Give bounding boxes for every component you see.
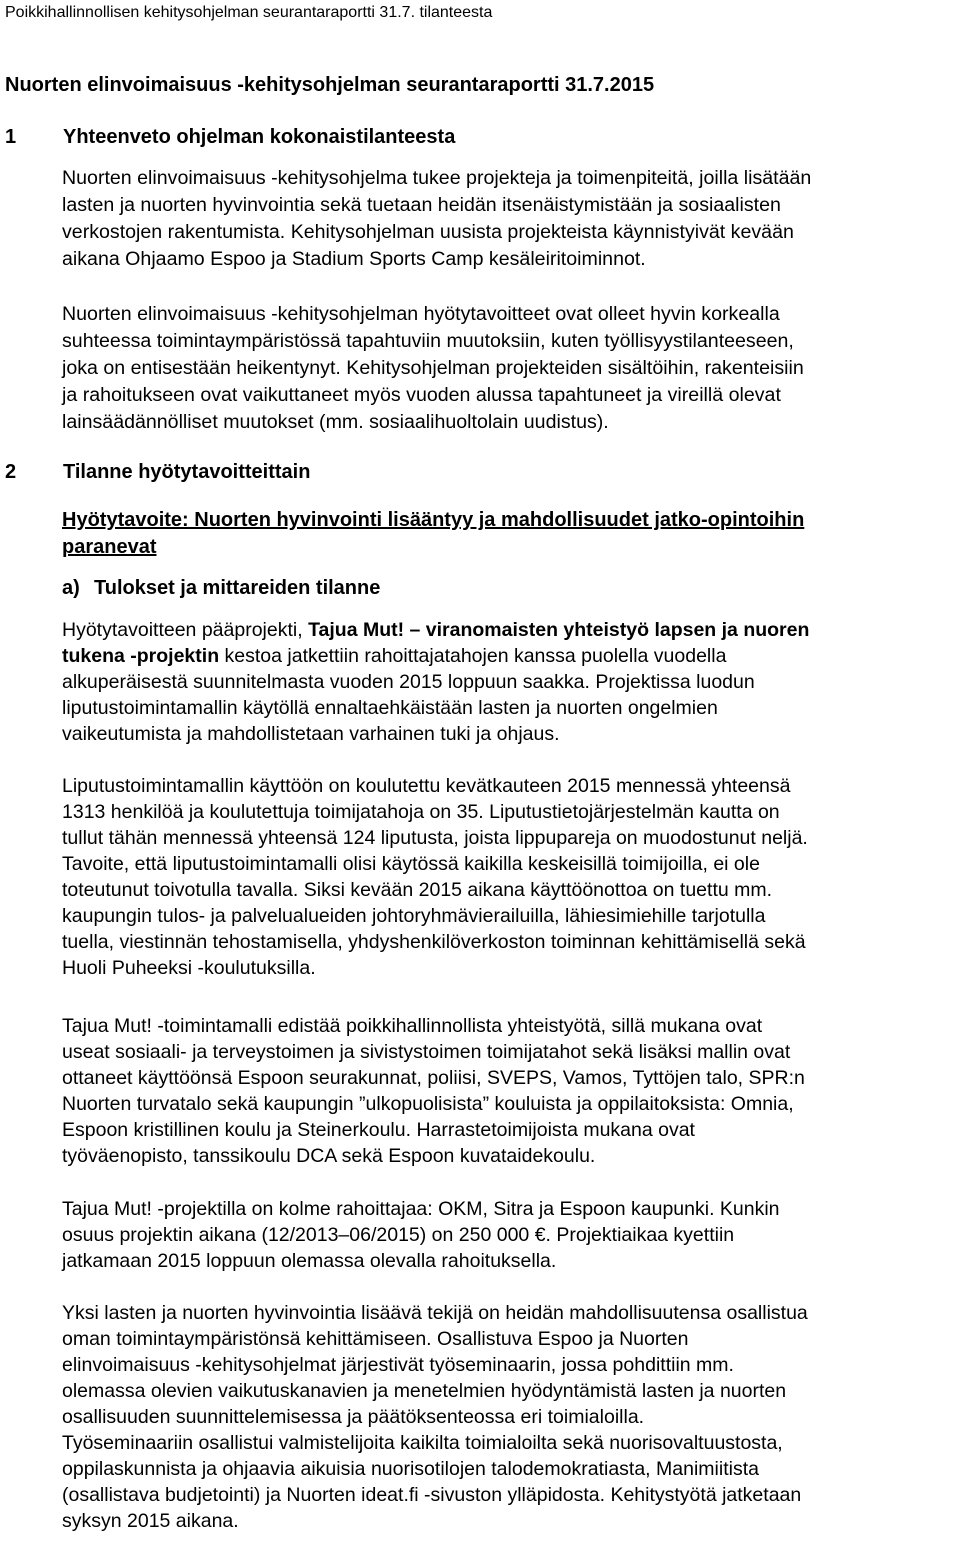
text-line: tullut tähän mennessä yhteensä 124 liputusta, joista lippupareja on muodostunut neljä. bbox=[62, 827, 808, 849]
results-subheading bbox=[62, 574, 380, 602]
text-line: Nuorten turvatalo sekä kaupungin ”ulkopuolisista” kouluista ja oppilaitoksista: Omnia, bbox=[62, 1093, 794, 1115]
text-line: paranevat bbox=[62, 536, 157, 558]
text-run: kestoa jatkettiin rahoittajatahojen kanssa puolella vuodella bbox=[219, 645, 727, 667]
text-line: Nuorten elinvoimaisuus -kehitysohjelman hyötytavoitteet ovat olleet hyvin korkealla bbox=[62, 303, 780, 325]
text-line: Liputustoimintamallin käyttöön on koulutettu kevätkauteen 2015 mennessä yhteensä bbox=[62, 775, 791, 797]
subheading-text: Tulokset ja mittareiden tilanne bbox=[94, 577, 381, 599]
text-line: liputustoimintamallin käytöllä ennaltaehkäistään lasten ja nuorten ongelmien bbox=[62, 697, 718, 719]
cooperation-paragraph bbox=[62, 1013, 958, 1169]
text-line: vaikeutumista ja mahdollistetaan varhainen tuki ja ohjaus. bbox=[62, 723, 560, 745]
text-line: joka on entisestään heikentynyt. Kehitysohjelman projekteiden sisältöihin, rakenteisiin bbox=[62, 357, 804, 379]
text-line: aikana Ohjaamo Espoo ja Stadium Sports Camp kesäleiritoiminnot. bbox=[62, 248, 646, 270]
text-line: Nuorten elinvoimaisuus -kehitysohjelma tukee projekteja ja toimenpiteitä, joilla lisätään bbox=[62, 167, 812, 189]
text-line: jatkamaan 2015 loppuun olemassa olevalla rahoituksella. bbox=[62, 1250, 557, 1272]
text-line: oman toimintaympäristönsä kehittämiseen. Osallistuva Espoo ja Nuorten bbox=[62, 1328, 689, 1350]
project-name: Tajua Mut! – viranomaisten yhteistyö lapsen ja nuoren bbox=[308, 619, 810, 641]
text-line: tuella, viestinnän tehostamisella, yhdyshenkilöverkoston toiminnan kehittämisellä sekä bbox=[62, 931, 806, 953]
document-title: Nuorten elinvoimaisuus -kehitysohjelman seurantaraportti 31.7.2015 bbox=[5, 74, 655, 96]
text-line: olemassa olevien vaikutuskanavien ja menetelmien hyödyntämistä lasten ja nuorten bbox=[62, 1380, 787, 1402]
text-line: ja rahoitukseen ovat vaikuttaneet myös vuoden alussa tapahtuneet ja vireillä olevat bbox=[62, 384, 781, 406]
text-line: suhteessa toimintaympäristössä tapahtuviin muutoksiin, kuten työllisyystilanteeseen, bbox=[62, 330, 794, 352]
text-line: oppilaskunnista ja ohjaavia aikuisia nuorisotilojen talodemokratiasta, Manimiitista bbox=[62, 1458, 759, 1480]
project-name: tukena -projektin bbox=[62, 645, 220, 667]
flagging-model-paragraph bbox=[62, 773, 958, 981]
main-project-paragraph bbox=[62, 617, 958, 747]
summary-paragraph-1 bbox=[62, 165, 958, 273]
text-line: lainsäädännölliset muutokset (mm. sosiaalihuoltolain uudistus). bbox=[62, 411, 609, 433]
text-line: 1313 henkilöä ja koulutettuja toimijatahoja on 35. Liputustietojärjestelmän kautta on bbox=[62, 801, 780, 823]
section-heading-text: Tilanne hyötytavoitteittain bbox=[63, 461, 311, 483]
text-line: Tavoite, että liputustoimintamalli olisi käytössä kaikilla keskeisillä toimijoilla, ei ole bbox=[62, 853, 760, 875]
benefit-goal-heading bbox=[62, 507, 942, 561]
text-line: Tajua Mut! -toimintamalli edistää poikkihallinnollista yhteistyötä, sillä mukana ovat bbox=[62, 1015, 763, 1037]
participation-paragraph bbox=[62, 1300, 958, 1534]
text-line bbox=[62, 643, 958, 669]
section-heading-text: Yhteenveto ohjelman kokonaistilanteesta bbox=[63, 126, 456, 148]
section-2-heading bbox=[5, 458, 310, 486]
summary-paragraph-2 bbox=[62, 301, 958, 436]
text-line: alkuperäisestä suunnitelmasta vuoden 2015 loppuun saakka. Projektissa luodun bbox=[62, 671, 755, 693]
text-line: Tajua Mut! -projektilla on kolme rahoittajaa: OKM, Sitra ja Espoon kaupunki. Kunkin bbox=[62, 1198, 780, 1220]
text-line: osallisuuden suunnittelemisessa ja päätöksenteossa eri toimialoilla. bbox=[62, 1406, 645, 1428]
text-line: Työseminaariin osallistui valmistelijoita kaikilta toimialoilta sekä nuorisovaltuustosta, bbox=[62, 1432, 783, 1454]
text-line: kaupungin tulos- ja palvelualueiden johtoryhmävierailuilla, lähiesimiehille tarjotulla bbox=[62, 905, 766, 927]
text-line: ottaneet käyttöönsä Espoon seurakunnat, poliisi, SVEPS, Vamos, Tyttöjen talo, SPR:n bbox=[62, 1067, 805, 1089]
page-header: Poikkihallinnollisen kehitysohjelman seurantaraportti 31.7. tilanteesta bbox=[5, 4, 493, 21]
text-run: Hyötytavoitteen pääprojekti, bbox=[62, 619, 309, 641]
text-line: syksyn 2015 aikana. bbox=[62, 1510, 239, 1532]
text-line: useat sosiaali- ja terveystoimen ja sivistystoimen toimijatahot sekä lisäksi mallin ovat bbox=[62, 1041, 791, 1063]
text-line: Yksi lasten ja nuorten hyvinvointia lisäävä tekijä on heidän mahdollisuutensa osallistua bbox=[62, 1302, 808, 1324]
text-line: Espoon kristillinen koulu ja Steinerkoulu. Harrastetoimijoista mukana ovat bbox=[62, 1119, 695, 1141]
text-line: osuus projektin aikana (12/2013–06/2015) on 250 000 €. Projektiaikaa kyettiin bbox=[62, 1224, 735, 1246]
text-line bbox=[62, 617, 958, 643]
subheading-label: a) bbox=[62, 577, 80, 599]
text-line: Hyötytavoite: Nuorten hyvinvointi lisääntyy ja mahdollisuudet jatko-opintoihin bbox=[62, 509, 805, 531]
text-line: verkostojen rakentumista. Kehitysohjelman uusista projekteista käynnistyivät kevään bbox=[62, 221, 794, 243]
text-line: elinvoimaisuus -kehitysohjelmat järjestivät työseminaarin, jossa pohdittiin mm. bbox=[62, 1354, 734, 1376]
text-line: lasten ja nuorten hyvinvointia sekä tuetaan heidän itsenäistymistään ja sosiaalisten bbox=[62, 194, 781, 216]
text-line: toteutunut toivotulla tavalla. Siksi kevään 2015 aikana käyttöönottoa on tuettu mm. bbox=[62, 879, 773, 901]
section-number: 2 bbox=[5, 461, 17, 483]
text-line: Huoli Puheeksi -koulutuksilla. bbox=[62, 957, 316, 979]
section-1-heading bbox=[5, 123, 455, 151]
text-line: työväenopisto, tanssikoulu DCA sekä Espoon kuvataidekoulu. bbox=[62, 1145, 596, 1167]
section-number: 1 bbox=[5, 126, 17, 148]
text-line: (osallistava budjetointi) ja Nuorten ideat.fi -sivuston ylläpidosta. Kehitystyötä jatketaan bbox=[62, 1484, 802, 1506]
funding-paragraph bbox=[62, 1196, 958, 1274]
